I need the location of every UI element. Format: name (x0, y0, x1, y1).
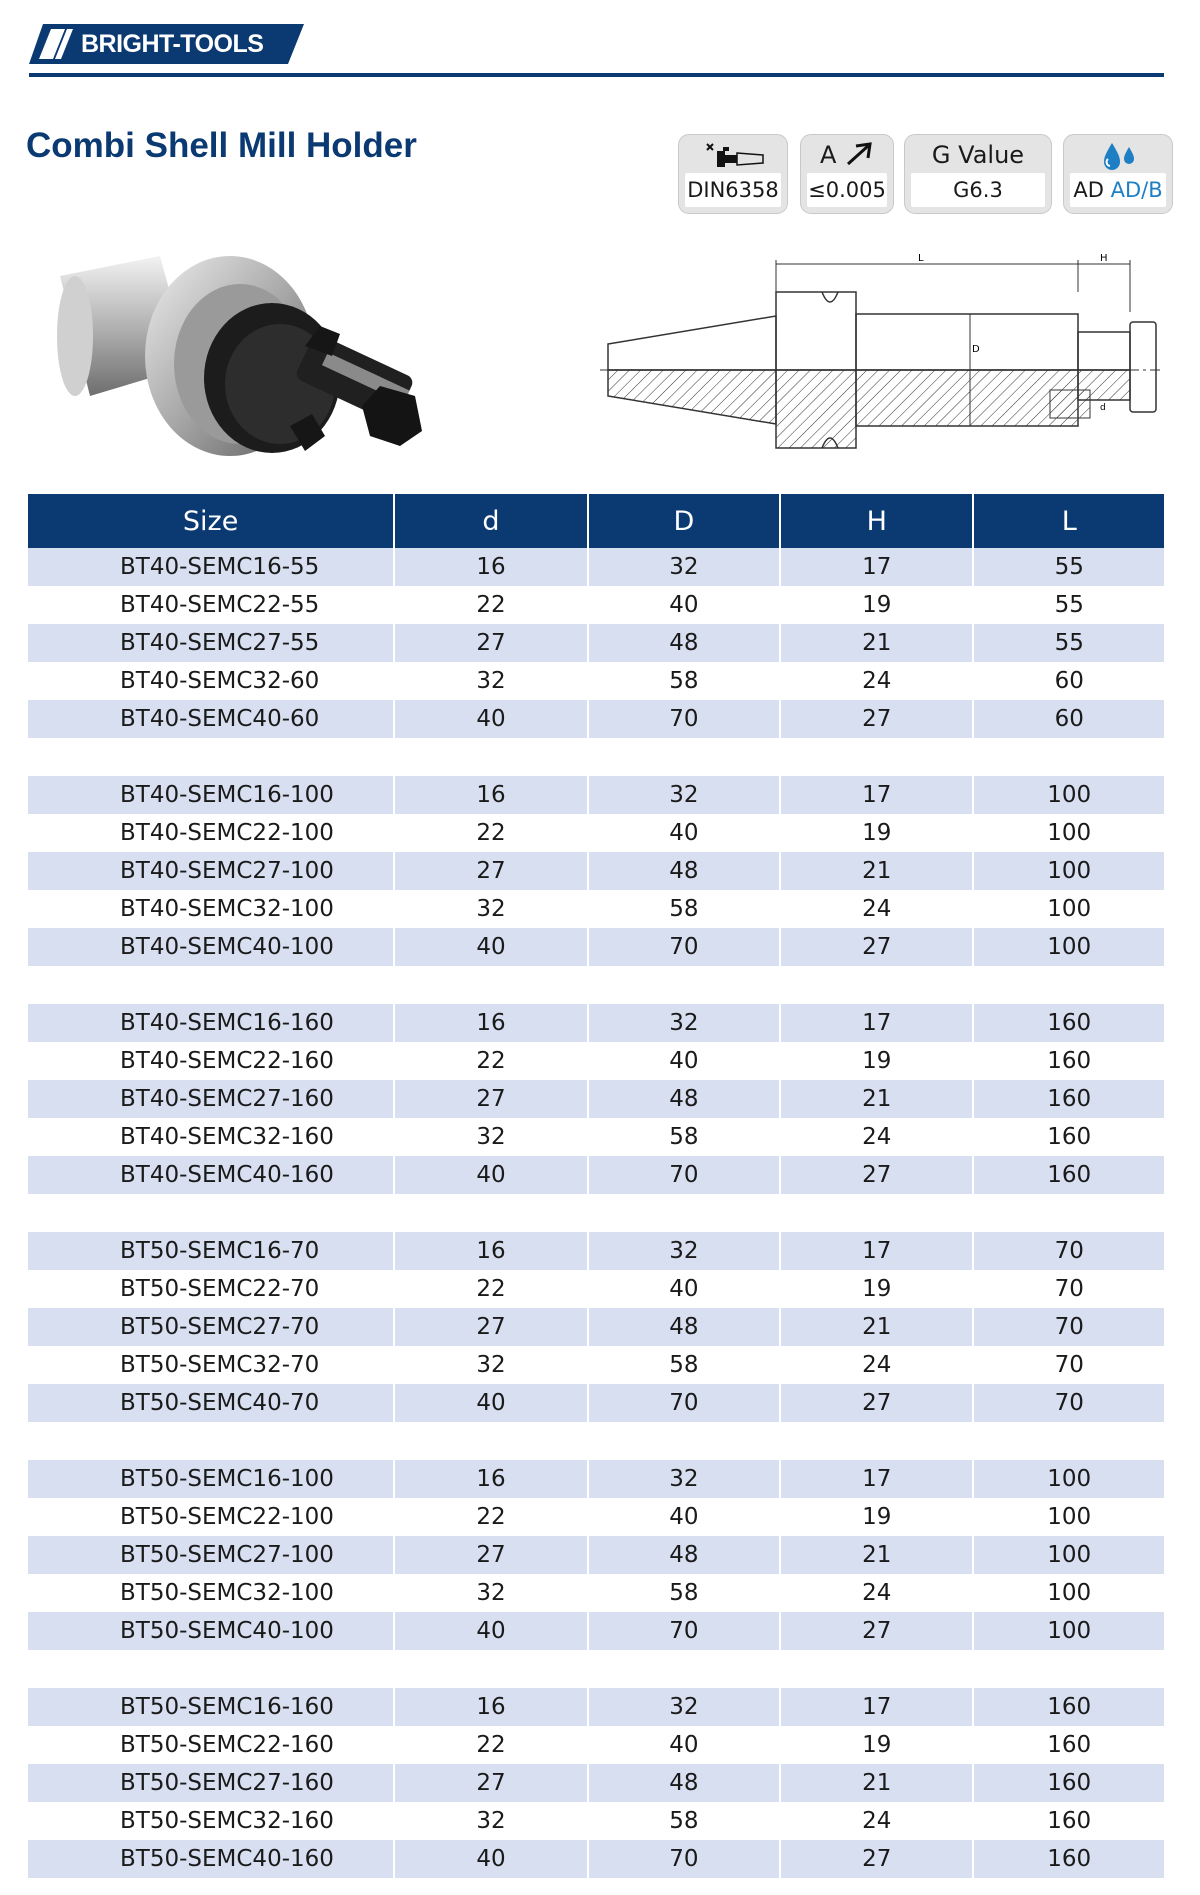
table-row (28, 662, 1164, 700)
badge-coolant-value (1070, 173, 1166, 207)
cell-D: 32 (588, 1004, 780, 1042)
table-row (28, 1726, 1164, 1764)
cell-H: 19 (780, 1726, 973, 1764)
table-row (28, 1574, 1164, 1612)
table-row (28, 1384, 1164, 1422)
cell-H: 27 (780, 700, 973, 738)
clamp-standard-icon (679, 141, 787, 175)
cell-L: 160 (973, 1802, 1164, 1840)
cell-size: BT40-SEMC22-160 (28, 1042, 394, 1080)
cell-D: 70 (588, 1156, 780, 1194)
cell-d: 16 (394, 1232, 587, 1270)
header-L: L (973, 494, 1164, 548)
cell-d: 40 (394, 1612, 587, 1650)
cell-d: 22 (394, 1042, 587, 1080)
table-row (28, 776, 1164, 814)
badge-standard (678, 134, 788, 214)
group-spacer-cell (28, 1650, 1164, 1688)
cell-size: BT40-SEMC40-160 (28, 1156, 394, 1194)
cell-D: 48 (588, 1080, 780, 1118)
cell-size: BT40-SEMC40-100 (28, 928, 394, 966)
cell-L: 100 (973, 776, 1164, 814)
cell-L: 55 (973, 586, 1164, 624)
table-row (28, 852, 1164, 890)
badge-runout-value: ≤0.005 (807, 173, 887, 207)
cell-L: 100 (973, 890, 1164, 928)
cell-L: 100 (973, 1460, 1164, 1498)
table-row (28, 1118, 1164, 1156)
badge-balance-value: G6.3 (911, 173, 1045, 207)
cell-size: BT40-SEMC22-100 (28, 814, 394, 852)
cell-D: 40 (588, 586, 780, 624)
badge-runout (800, 134, 894, 214)
cell-D: 32 (588, 1688, 780, 1726)
cell-L: 100 (973, 852, 1164, 890)
cell-size: BT40-SEMC40-60 (28, 700, 394, 738)
dim-L-label: L (918, 253, 924, 264)
table-row (28, 1840, 1164, 1878)
cell-size: BT50-SEMC40-160 (28, 1840, 394, 1878)
cell-H: 27 (780, 1612, 973, 1650)
cell-L: 100 (973, 1612, 1164, 1650)
cell-d: 32 (394, 662, 587, 700)
cell-H: 19 (780, 1270, 973, 1308)
group-spacer (28, 966, 1164, 1004)
cell-D: 32 (588, 776, 780, 814)
cell-d: 16 (394, 1004, 587, 1042)
cell-size: BT40-SEMC16-160 (28, 1004, 394, 1042)
cell-d: 40 (394, 928, 587, 966)
cell-D: 40 (588, 1270, 780, 1308)
cell-size: BT50-SEMC16-70 (28, 1232, 394, 1270)
table-row (28, 928, 1164, 966)
cell-L: 70 (973, 1270, 1164, 1308)
table-row (28, 890, 1164, 928)
cell-size: BT50-SEMC27-160 (28, 1764, 394, 1802)
cell-L: 70 (973, 1308, 1164, 1346)
badge-coolant (1063, 134, 1173, 214)
table-row (28, 1764, 1164, 1802)
badge-standard-value: DIN6358 (685, 173, 781, 207)
cell-H: 24 (780, 890, 973, 928)
table-row (28, 1232, 1164, 1270)
brand-name: BRIGHT-TOOLS (81, 30, 264, 58)
cell-size: BT50-SEMC22-70 (28, 1270, 394, 1308)
cell-H: 21 (780, 1536, 973, 1574)
cell-L: 100 (973, 814, 1164, 852)
table-row (28, 814, 1164, 852)
cell-size: BT40-SEMC16-100 (28, 776, 394, 814)
badge-coolant-accent: AD/B (1110, 178, 1163, 202)
cell-L: 70 (973, 1384, 1164, 1422)
cell-L: 100 (973, 1574, 1164, 1612)
cell-d: 32 (394, 1118, 587, 1156)
cell-D: 32 (588, 548, 780, 586)
cell-L: 160 (973, 1156, 1164, 1194)
cell-H: 27 (780, 1384, 973, 1422)
cell-size: BT40-SEMC27-160 (28, 1080, 394, 1118)
group-spacer-cell (28, 738, 1164, 776)
cell-d: 27 (394, 1764, 587, 1802)
cell-d: 16 (394, 1688, 587, 1726)
cell-D: 48 (588, 1536, 780, 1574)
cell-size: BT50-SEMC32-100 (28, 1574, 394, 1612)
cell-D: 58 (588, 1574, 780, 1612)
cell-size: BT50-SEMC22-160 (28, 1726, 394, 1764)
cell-D: 70 (588, 1612, 780, 1650)
cell-d: 22 (394, 814, 587, 852)
cell-H: 19 (780, 1042, 973, 1080)
table-row (28, 1612, 1164, 1650)
cell-L: 60 (973, 700, 1164, 738)
header-D: D (588, 494, 780, 548)
table-row (28, 1536, 1164, 1574)
badge-balance (904, 134, 1052, 214)
group-spacer (28, 1422, 1164, 1460)
cell-D: 58 (588, 1118, 780, 1156)
cell-H: 19 (780, 1498, 973, 1536)
cell-size: BT50-SEMC16-100 (28, 1460, 394, 1498)
cell-D: 40 (588, 814, 780, 852)
cell-L: 70 (973, 1346, 1164, 1384)
cell-D: 70 (588, 1384, 780, 1422)
cell-D: 58 (588, 1802, 780, 1840)
group-spacer-cell (28, 966, 1164, 1004)
cell-D: 48 (588, 852, 780, 890)
badge-runout-label: A (819, 141, 837, 169)
cell-H: 19 (780, 814, 973, 852)
dim-D-label: D (972, 344, 980, 355)
cell-H: 17 (780, 1460, 973, 1498)
cell-size: BT50-SEMC27-70 (28, 1308, 394, 1346)
spec-table (28, 494, 1164, 1878)
cell-D: 32 (588, 1460, 780, 1498)
technical-drawing (600, 252, 1160, 471)
cell-d: 40 (394, 700, 587, 738)
cell-size: BT50-SEMC22-100 (28, 1498, 394, 1536)
cell-L: 100 (973, 1536, 1164, 1574)
spec-badges (0, 134, 1200, 218)
cell-d: 27 (394, 852, 587, 890)
cell-size: BT40-SEMC32-100 (28, 890, 394, 928)
badge-balance-label: G Value (931, 141, 1025, 169)
cell-H: 24 (780, 1802, 973, 1840)
cell-L: 55 (973, 548, 1164, 586)
cell-H: 17 (780, 548, 973, 586)
cell-L: 160 (973, 1688, 1164, 1726)
cell-H: 24 (780, 1574, 973, 1612)
cell-d: 22 (394, 1270, 587, 1308)
cell-d: 16 (394, 548, 587, 586)
cell-size: BT50-SEMC40-70 (28, 1384, 394, 1422)
table-row (28, 1156, 1164, 1194)
cell-H: 21 (780, 1080, 973, 1118)
cell-d: 27 (394, 1536, 587, 1574)
cell-H: 17 (780, 1004, 973, 1042)
group-spacer (28, 738, 1164, 776)
cell-size: BT40-SEMC27-100 (28, 852, 394, 890)
cell-H: 21 (780, 624, 973, 662)
cell-D: 40 (588, 1498, 780, 1536)
badge-coolant-main: AD (1073, 178, 1104, 202)
cell-H: 21 (780, 852, 973, 890)
coolant-drops-icon (1064, 141, 1172, 175)
table-row (28, 624, 1164, 662)
table-row (28, 1688, 1164, 1726)
cell-D: 70 (588, 928, 780, 966)
header-divider (29, 73, 1164, 77)
cell-D: 58 (588, 1346, 780, 1384)
table-row (28, 1802, 1164, 1840)
cell-L: 55 (973, 624, 1164, 662)
cell-H: 17 (780, 776, 973, 814)
dim-d-label: d (1100, 403, 1106, 413)
cell-H: 17 (780, 1688, 973, 1726)
cell-H: 27 (780, 1156, 973, 1194)
cell-size: BT40-SEMC32-60 (28, 662, 394, 700)
cell-L: 100 (973, 1498, 1164, 1536)
cell-d: 32 (394, 890, 587, 928)
cell-L: 160 (973, 1042, 1164, 1080)
cell-d: 32 (394, 1574, 587, 1612)
cell-size: BT50-SEMC40-100 (28, 1612, 394, 1650)
table-row (28, 586, 1164, 624)
cell-L: 60 (973, 662, 1164, 700)
cell-D: 58 (588, 890, 780, 928)
cell-size: BT50-SEMC32-160 (28, 1802, 394, 1840)
cell-L: 160 (973, 1080, 1164, 1118)
cell-size: BT50-SEMC32-70 (28, 1346, 394, 1384)
cell-size: BT40-SEMC32-160 (28, 1118, 394, 1156)
cell-H: 24 (780, 662, 973, 700)
cell-H: 24 (780, 1346, 973, 1384)
cell-D: 48 (588, 1308, 780, 1346)
cell-size: BT50-SEMC27-100 (28, 1536, 394, 1574)
cell-H: 27 (780, 928, 973, 966)
table-row (28, 1346, 1164, 1384)
cell-d: 22 (394, 586, 587, 624)
cell-D: 70 (588, 1840, 780, 1878)
cell-d: 27 (394, 1308, 587, 1346)
cell-H: 21 (780, 1308, 973, 1346)
cell-size: BT40-SEMC22-55 (28, 586, 394, 624)
cell-L: 160 (973, 1726, 1164, 1764)
cell-L: 70 (973, 1232, 1164, 1270)
group-spacer-cell (28, 1194, 1164, 1232)
header-d: d (394, 494, 587, 548)
group-spacer (28, 1650, 1164, 1688)
group-spacer (28, 1194, 1164, 1232)
table-row (28, 1308, 1164, 1346)
cell-D: 48 (588, 1764, 780, 1802)
header-H: H (780, 494, 973, 548)
dim-H-label: H (1100, 253, 1108, 264)
cell-size: BT50-SEMC16-160 (28, 1688, 394, 1726)
cell-D: 40 (588, 1726, 780, 1764)
cell-D: 58 (588, 662, 780, 700)
cell-L: 100 (973, 928, 1164, 966)
table-row (28, 1460, 1164, 1498)
table-row (28, 1498, 1164, 1536)
table-row (28, 1270, 1164, 1308)
header-size: Size (28, 494, 394, 548)
group-spacer-cell (28, 1422, 1164, 1460)
cell-size: BT40-SEMC27-55 (28, 624, 394, 662)
cell-H: 27 (780, 1840, 973, 1878)
product-photo (50, 246, 450, 480)
cell-d: 16 (394, 776, 587, 814)
cell-d: 22 (394, 1498, 587, 1536)
cell-L: 160 (973, 1004, 1164, 1042)
cell-L: 160 (973, 1764, 1164, 1802)
cell-D: 40 (588, 1042, 780, 1080)
table-row (28, 1042, 1164, 1080)
cell-H: 21 (780, 1764, 973, 1802)
page-title: Combi Shell Mill Holder (26, 126, 417, 165)
table-row (28, 1004, 1164, 1042)
cell-d: 40 (394, 1156, 587, 1194)
cell-size: BT40-SEMC16-55 (28, 548, 394, 586)
cell-H: 17 (780, 1232, 973, 1270)
cell-D: 48 (588, 624, 780, 662)
cell-d: 40 (394, 1384, 587, 1422)
cell-d: 27 (394, 1080, 587, 1118)
cell-H: 19 (780, 586, 973, 624)
cell-L: 160 (973, 1118, 1164, 1156)
brand-logo (29, 24, 304, 64)
cell-d: 32 (394, 1802, 587, 1840)
cell-L: 160 (973, 1840, 1164, 1878)
runout-arrow-icon (801, 141, 893, 175)
cell-D: 32 (588, 1232, 780, 1270)
cell-d: 16 (394, 1460, 587, 1498)
table-row (28, 1080, 1164, 1118)
cell-H: 24 (780, 1118, 973, 1156)
cell-d: 27 (394, 624, 587, 662)
cell-D: 70 (588, 700, 780, 738)
table-row (28, 548, 1164, 586)
cell-d: 32 (394, 1346, 587, 1384)
table-body (28, 548, 1164, 1878)
cell-d: 22 (394, 1726, 587, 1764)
table-row (28, 700, 1164, 738)
table-header-row (28, 494, 1164, 548)
cell-d: 40 (394, 1840, 587, 1878)
